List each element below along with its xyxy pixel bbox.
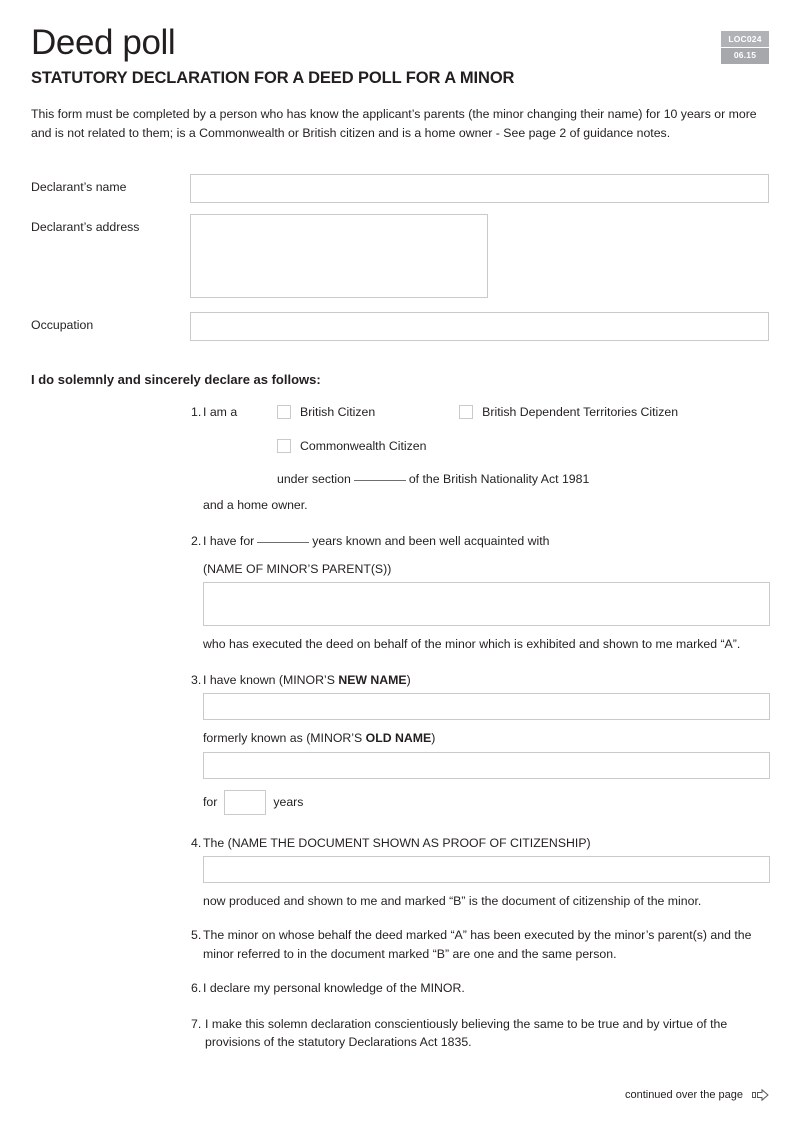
clause-5 <box>191 926 769 963</box>
section-number-input[interactable] <box>354 480 406 481</box>
new-name-suffix: ) <box>406 672 411 687</box>
old-name-bold: OLD NAME <box>365 731 432 746</box>
checkbox-british-citizen-label: British Citizen <box>300 404 376 419</box>
clause-2-text-after: years known and been well acquainted with <box>312 534 550 549</box>
clause-1 <box>191 403 769 515</box>
minor-old-name-input[interactable] <box>203 752 770 779</box>
clause-1-home-owner-text: and a home owner. <box>203 497 308 512</box>
checkbox-square-icon[interactable] <box>459 405 473 419</box>
clause-7 <box>191 1015 769 1052</box>
spacer <box>31 203 769 214</box>
checkbox-british-dependent-territories-citizen[interactable] <box>459 403 678 421</box>
clause-4 <box>191 834 769 911</box>
clause-2-years-input[interactable] <box>257 542 309 543</box>
clause-1-number: 1. <box>191 404 202 419</box>
clause-2-number: 2. <box>191 534 202 549</box>
clause-2-field-label: (NAME OF MINOR’S PARENT(S)) <box>203 561 392 576</box>
document-code-value: LOC024 <box>721 31 769 48</box>
section-prefix-label: under section <box>277 472 351 487</box>
clause-2-text-before: I have for <box>203 534 255 549</box>
new-name-bold: NEW NAME <box>338 672 407 687</box>
field-row-declarant-name <box>31 174 769 203</box>
clause-1-checkbox-row-1 <box>203 403 769 421</box>
clause-2 <box>191 532 769 653</box>
clause-3-number: 3. <box>191 672 202 687</box>
clause-6 <box>191 979 769 997</box>
section-suffix-label: of the British Nationality Act 1981 <box>408 472 590 487</box>
clause-7-text: I make this solemn declaration conscientiously believing the same to be true and by virtue of the provisions of the statutory Declarations Act 1835. <box>205 1016 728 1050</box>
clause-3-years-line <box>203 790 769 815</box>
clause-4-number: 4. <box>191 835 202 850</box>
footer <box>625 1089 769 1101</box>
declaration-clauses <box>31 403 769 1052</box>
declarant-fields <box>31 174 769 341</box>
clause-2-text-below: who has executed the deed on behalf of the minor which is exhibited and shown to me marked “A”. <box>203 637 741 652</box>
clause-6-number: 6. <box>191 981 202 996</box>
clause-3-body <box>191 671 769 815</box>
clause-3-new-name-label <box>203 671 769 689</box>
clause-1-section-line <box>203 470 769 488</box>
clause-4-label: The (NAME THE DOCUMENT SHOWN AS PROOF OF CITIZENSHIP) <box>203 835 591 850</box>
declarant-address-input[interactable] <box>190 214 488 298</box>
minor-new-name-input[interactable] <box>203 693 770 720</box>
clause-4-text-below: now produced and shown to me and marked “B” is the document of citizenship of the minor. <box>203 893 702 908</box>
document-version-value: 06.15 <box>721 48 769 64</box>
checkbox-commonwealth-citizen-label: Commonwealth Citizen <box>300 439 427 454</box>
new-name-prefix: I have known (MINOR’S <box>203 672 339 687</box>
checkbox-british-citizen[interactable] <box>277 403 375 421</box>
clause-3-years-label: years <box>273 794 304 809</box>
field-row-occupation <box>31 312 769 341</box>
clause-3-years-input[interactable] <box>224 790 266 815</box>
checkbox-british-dependent-territories-citizen-label: British Dependent Territories Citizen <box>482 404 679 419</box>
arrow-right-outline-icon <box>752 1089 769 1101</box>
clause-5-text: The minor on whose behalf the deed marked “A” has been executed by the minor’s parent(s) and the minor referred to in the document marked “B” are one and the same person. <box>203 928 752 961</box>
clause-6-text: I declare my personal knowledge of the MINOR. <box>203 981 465 996</box>
old-name-prefix: formerly known as (MINOR’S <box>203 731 366 746</box>
checkbox-square-icon[interactable] <box>277 405 291 419</box>
clause-4-body <box>191 834 769 911</box>
clause-7-number: 7. <box>191 1016 202 1031</box>
page-title: Deed poll <box>31 23 176 62</box>
citizenship-document-input[interactable] <box>203 856 770 883</box>
page-subtitle: STATUTORY DECLARATION FOR A DEED POLL FOR A MINOR <box>31 68 515 87</box>
checkbox-commonwealth-citizen[interactable] <box>277 437 426 455</box>
minor-parents-name-input[interactable] <box>203 582 770 626</box>
declarant-address-label: Declarant’s address <box>31 219 140 234</box>
clause-3 <box>191 671 769 815</box>
old-name-suffix: ) <box>431 731 436 746</box>
declarant-name-label: Declarant’s name <box>31 179 127 194</box>
clause-5-number: 5. <box>191 928 202 943</box>
declarant-name-input[interactable] <box>190 174 769 203</box>
footer-label: continued over the page <box>624 1089 743 1101</box>
occupation-input[interactable] <box>190 312 769 341</box>
clause-3-for-label: for <box>203 794 218 809</box>
clause-2-body <box>191 532 769 653</box>
field-row-declarant-address <box>31 214 769 298</box>
clause-1-body <box>191 403 769 515</box>
document-code-badge <box>721 31 769 64</box>
spacer <box>31 298 769 312</box>
occupation-label: Occupation <box>31 317 94 332</box>
declaration-heading: I do solemnly and sincerely declare as follows: <box>31 371 321 387</box>
clause-2-lead-line <box>203 532 769 550</box>
intro-paragraph: This form must be completed by a person who has know the applicant’s parents (the minor changing their name) for 10 years or more and is not related to them; is a Commonwealth or British citizen and is a home owner - See page 2 of guidance notes. <box>31 106 757 140</box>
clause-3-old-name-label <box>203 729 769 747</box>
clause-1-lead-text: I am a <box>203 404 238 419</box>
clause-1-checkbox-row-2 <box>203 437 769 455</box>
checkbox-square-icon[interactable] <box>277 439 291 453</box>
